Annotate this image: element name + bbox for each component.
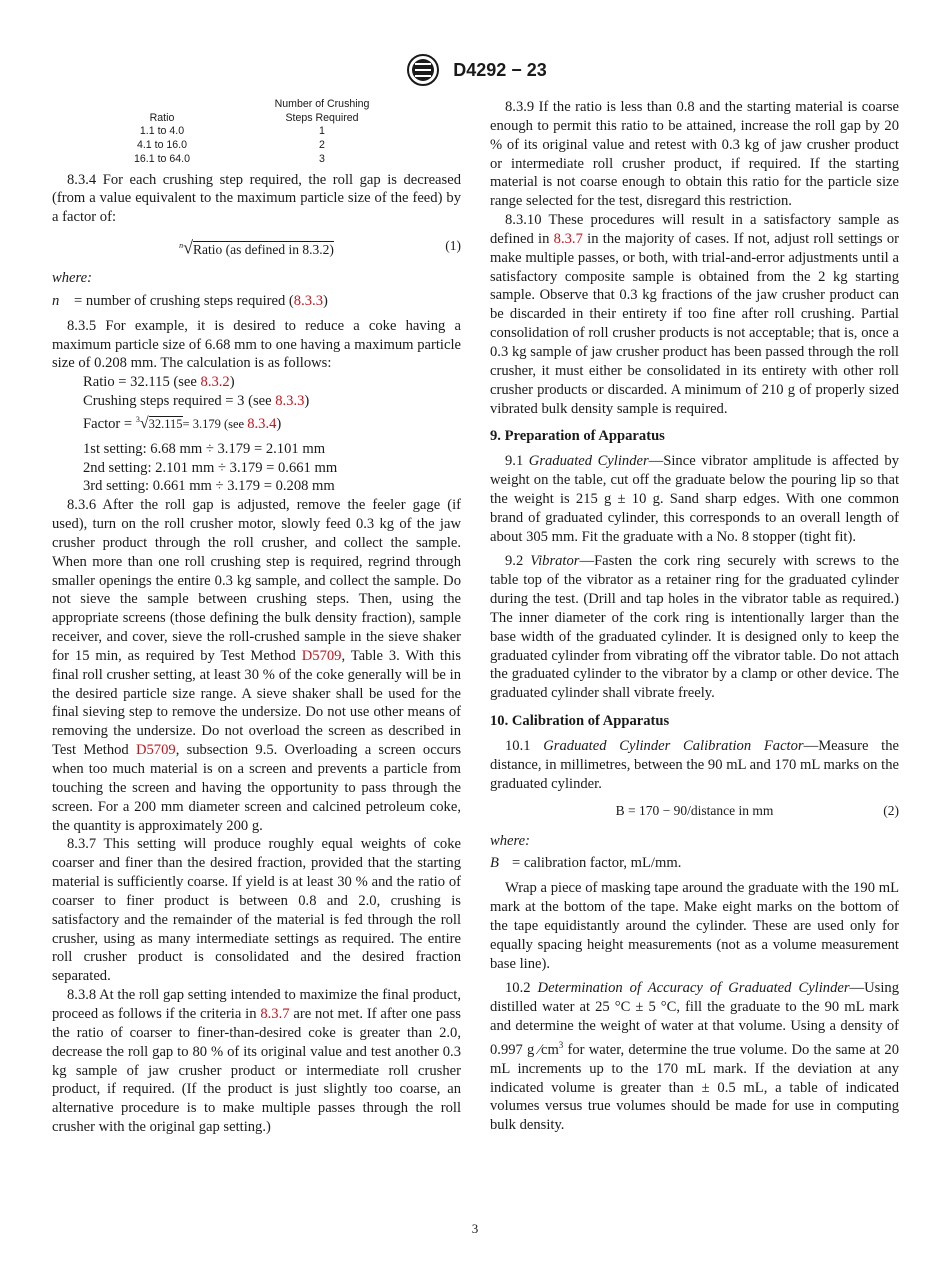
definition-n: n = number of crushing steps required (8.3.3) <box>52 292 328 309</box>
setting-2: 2nd setting: 2.101 mm ÷ 3.179 = 0.661 mm <box>83 459 338 476</box>
where-label: where: <box>52 270 92 287</box>
paragraph-8-3-6: 8.3.6 After the roll gap is adjusted, remove the feeler gage (if used), turn on the roll crusher motor, slowly feed 0.3 kg of the jaw crusher product through the roll crusher, and collect the sample. When more than one roll crushing step is required, regrind through smaller openings the entire 0.3 kg sample, and collect the sample. Do not sieve the sample between crushing steps. Then, using the appropriate screens (those defining the bulk density fraction), sample receiver, and cover, sieve the roll-crushed sample in the sieve shaker for 15 min, as required by Test Method D5709, Table 3. With this final roll crusher setting, at least 30 % of the coke generally will be in the desired particle size range. A sieve shaker shall be used for the final sieving step to remove the undersize. Do not use other means of removing the undersize. Do not overload the screen as described in Test Method D5709, subsection 9.5. Overloading a screen occurs when too much material is on a screen and prevents a particle from touching the screen and having the opportunity to pass through the screen. For a 200 mm diameter screen and calcined petroleum coke, the quantity is approximately 200 g. <box>52 497 461 834</box>
standard-link[interactable]: D5709 <box>135 742 176 759</box>
setting-3: 3rd setting: 0.661 mm ÷ 3.179 = 0.208 mm <box>83 478 335 495</box>
paragraph-8-3-10: 8.3.10 These procedures will result in a satisfactory sample as defined in 8.3.7 in the majority of cases. If not, adjust roll settings or make multiple passes, or both, with trial-and-error adjustments until a satisfactory composite sample is obtained from the 2 kg starting sample. Observe that 0.3 kg fractions of the jaw crusher product can be discarded in their entirety if too fine after roll crushing. Partial consolidation of roll crusher products is not acceptable; that is, once a 0.3 kg sample of jaw crusher product has been passed through the roll crusher, it must either be consolidated in its entirety with other roll crusher products or discarded. A minimum of 210 g of properly sized vibrated bulk density sample is required. <box>490 212 899 417</box>
calc-steps: Crushing steps required = 3 (see 8.3.3) <box>83 393 310 410</box>
equation-2: B = 170 − 90/distance in mm (2) <box>615 802 899 818</box>
section-link[interactable]: 8.3.3 <box>275 393 305 410</box>
setting-1: 1st setting: 6.68 mm ÷ 3.179 = 2.101 mm <box>83 440 326 457</box>
astm-logo-icon <box>403 53 443 87</box>
paragraph-wrap-tape: Wrap a piece of masking tape around the graduate with the 190 mL mark at the bottom of the tape. Make eight marks on the bottom of the tape equidistantly around the cylinder. These are used only for equally spacing height measurements (not as a volume measurement base line). <box>490 880 899 972</box>
paragraph-8-3-9: 8.3.9 If the ratio is less than 0.8 and the starting material is coarse enough to permit this ratio to be attained, increase the roll gap by 20 % of its original value and retest with 0.3 kg of jaw crusher product or intermediate roll crusher product, if required. If the starting material is not coarse enough to obtain this ratio for the particle size range selected for the test, disregard this restriction. <box>490 99 899 210</box>
where-label: where: <box>490 832 530 849</box>
table-header: Ratio <box>149 111 175 124</box>
paragraph-8-3-8: 8.3.8 At the roll gap setting intended to maximize the final product, proceed as follows if the criteria in 8.3.7 are not met. If after one pass the ratio of coarser to finer-than-desired coke is greater than 2.0, decrease the roll gap to 80 % of its original value and test another 0.3 kg sample of jaw crusher product or intermediate roll crusher product, if required. (If the product is just slightly too coarse, an alternative procedure is to make multiple passes through the roll crusher with the original gap setting.) <box>52 987 461 1136</box>
section-link[interactable]: 8.3.7 <box>553 230 583 247</box>
right-column <box>490 98 899 1135</box>
page-number: 3 <box>471 1221 479 1236</box>
paragraph-8-3-5: 8.3.5 For example, it is desired to reduce a coke having a maximum particle size of 6.68 mm to one having a maximum particle size of 0.208 mm. The calculation is as follows: <box>52 317 461 372</box>
equation-1: $^n$√Ratio (as defined in 8.3.2) (1) <box>179 237 461 258</box>
table-header: Number of Crushing <box>274 98 370 110</box>
table-row: 16.1 to 64.0 3 <box>134 152 325 165</box>
left-column <box>52 98 461 1137</box>
paragraph-10-1: 10.1 Graduated Cylinder Calibration Factor—Measure the distance, in millimetres, between the 90 mL and 170 mL marks on the graduated cylinder. <box>490 738 899 792</box>
paragraph-8-3-7: 8.3.7 This setting will produce roughly equal weights of coke coarser and finer than the desired fraction, provided that the starting material is sufficiently coarse. If yield is at least 30 % and the ratio of coarser to finer product is between 0.8 and 2.0, crushing is satisfactory and the remainder of the material is fed through the roll crusher, using as many intermediate settings as required. The entire roll crusher product is consolidated and the desired fraction separated. <box>52 836 461 985</box>
page-header <box>0 53 950 87</box>
section-link[interactable]: 8.3.3 <box>293 292 323 309</box>
document-id: D4292 − 23 <box>453 59 547 80</box>
calc-ratio: Ratio = 32.115 (see 8.3.2) <box>83 374 235 391</box>
standard-link[interactable]: D5709 <box>301 647 342 664</box>
table-row: 4.1 to 16.0 2 <box>136 139 325 152</box>
definition-b: B = calibration factor, mL/mm. <box>490 855 682 872</box>
paragraph-10-2: 10.2 Determination of Accuracy of Graduated Cylinder—Using distilled water at 25 °C ± 5 °C, fill the graduate to the 90 mL mark and determine the weight of water at that volume. Using a density of 0.997 g $⁄cm^3$ for water, determine the true volume. Do the same at 20 mL increments up to the 170 mL mark. If the deviation at any indicated volume is greater than ± 0.5 mL, a table of indicated volumes versus true volumes should be made for use in computing bulk density. <box>490 980 900 1134</box>
section-heading-9: 9. Preparation of Apparatus <box>490 428 665 445</box>
paragraph-8-3-4: 8.3.4 For each crushing step required, the roll gap is decreased (from a value equivalent to the maximum particle size of the feed) by a factor of: <box>52 171 461 226</box>
paragraph-9-2: 9.2 Vibrator—Fasten the cork ring securely with screws to the table top of the vibrator as a retainer ring for the graduated cylinder during the test. (Drill and tap holes in the vibrator table as required.) The inner diameter of the cork ring is intentionally larger than the base width of the graduated cylinder. It is designed only to keep the graduated cylinder from vibrating off the vibrator table. Do not attach the graduated cylinder to the vibrator by a clamp or other device. The graduated cylinder shall vibrate freely. <box>490 553 900 702</box>
section-link[interactable]: 8.3.4 <box>247 415 277 432</box>
ratio-table <box>112 98 372 167</box>
calc-factor: Factor = $^3$√32.115= 3.179 (see 8.3.4) <box>83 414 282 432</box>
paragraph-9-1: 9.1 Graduated Cylinder—Since vibrator amplitude is affected by weight on the table, cut off the graduate below the pouring lip so that the weight is 215 g ± 10 g. Sand sharp edges. With one common brand of graduated cylinder, this corresponds to an overall length of about 305 mm. Fit the graduate with a No. 8 stopper (tight fit). <box>490 453 899 545</box>
table-header: Steps Required <box>285 111 359 124</box>
section-link[interactable]: 8.3.2 <box>200 374 230 391</box>
section-link[interactable]: 8.3.7 <box>260 1005 290 1022</box>
table-row: 1.1 to 4.0 1 <box>139 125 325 138</box>
section-heading-10: 10. Calibration of Apparatus <box>490 713 670 730</box>
